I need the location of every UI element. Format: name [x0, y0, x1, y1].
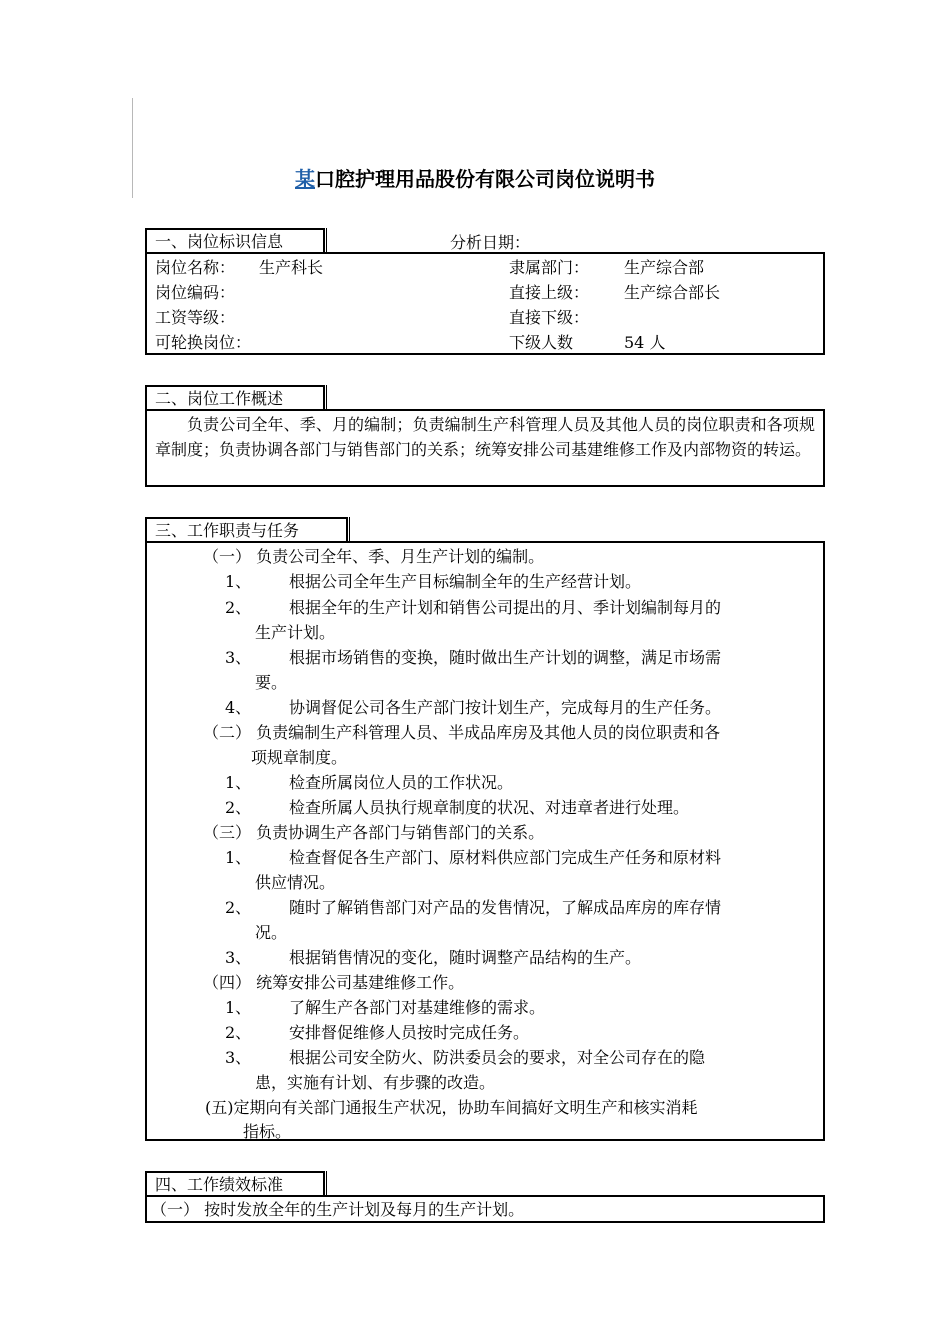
item-number: 2、	[225, 598, 252, 617]
title-rest: 口腔护理用品股份有限公司岗位说明书	[315, 167, 655, 191]
section1-tab-label: 一、岗位标识信息	[155, 232, 284, 251]
item-text: 检查督促各生产部门、原材料供应部门完成生产任务和原材料	[289, 848, 722, 867]
info-row	[155, 306, 235, 330]
field-value: 生产综合部长	[624, 283, 721, 302]
item-text-cont: 要。	[255, 673, 288, 692]
item-text: 检查所属岗位人员的工作状况。	[289, 773, 514, 792]
section3-tab-label: 三、工作职责与任务	[155, 521, 300, 540]
document-title	[0, 163, 950, 192]
section2-tab	[145, 385, 325, 409]
item-text: 了解生产各部门对基建维修的需求。	[289, 998, 546, 1017]
info-row	[509, 281, 721, 305]
item-text-cont: 供应情况。	[255, 873, 336, 892]
info-row	[155, 331, 251, 355]
section2-box	[145, 409, 825, 487]
section1-tab	[145, 228, 325, 252]
field-label: 直接上级：	[509, 283, 590, 302]
item-number: 2、	[225, 898, 252, 917]
field-label: 下级人数	[509, 333, 574, 352]
title-highlight: 某	[295, 167, 315, 191]
field-label: 可轮换岗位：	[155, 333, 252, 352]
duty-heading: （二） 负责编制生产科管理人员、半成品库房及其他人员的岗位职责和各	[203, 723, 721, 742]
item-number: 3、	[225, 948, 252, 967]
item-number: 2、	[225, 1023, 252, 1042]
info-row	[155, 281, 235, 305]
info-row	[155, 256, 324, 280]
info-row	[509, 256, 705, 280]
item-number: 1、	[225, 572, 252, 591]
field-value: 54 人	[624, 333, 666, 352]
field-label: 直接下级：	[509, 308, 590, 327]
section3-tab	[145, 517, 348, 541]
duty-heading: (五)定期向有关部门通报生产状况，协助车间搞好文明生产和核实消耗	[205, 1098, 698, 1117]
section4-tab	[145, 1171, 325, 1195]
item-text: 根据销售情况的变化，随时调整产品结构的生产。	[289, 948, 642, 967]
item-text-cont: 生产计划。	[255, 623, 336, 642]
item-number: 3、	[225, 1048, 252, 1067]
section3-box	[145, 541, 825, 1141]
item-text: 根据公司安全防火、防洪委员会的要求，对全公司存在的隐	[289, 1048, 706, 1067]
item-number: 1、	[225, 848, 252, 867]
item-text: 协调督促公司各生产部门按计划生产，完成每月的生产任务。	[289, 698, 722, 717]
field-value: 生产综合部	[624, 258, 705, 277]
duty-heading: （三） 负责协调生产各部门与销售部门的关系。	[203, 823, 545, 842]
info-row	[509, 306, 589, 330]
section1-box	[145, 252, 825, 355]
field-label: 岗位编码：	[155, 283, 236, 302]
section4-box	[145, 1195, 825, 1223]
item-number: 2、	[225, 798, 252, 817]
field-label: 隶属部门：	[509, 258, 590, 277]
item-text: 随时了解销售部门对产品的发售情况，了解成品库房的库存情	[289, 898, 722, 917]
item-number: 1、	[225, 998, 252, 1017]
item-text-cont: 况。	[255, 923, 288, 942]
info-row	[509, 331, 666, 355]
analysis-date-label: 分析日期：	[450, 233, 531, 252]
field-label: 工资等级：	[155, 308, 236, 327]
item-number: 3、	[225, 648, 252, 667]
duty-heading-cont: 项规章制度。	[251, 748, 348, 767]
item-text: 安排督促维修人员按时完成任务。	[289, 1023, 530, 1042]
overview-text: 负责公司全年、季、月的编制；负责编制生产科管理人员及其他人员的岗位职责和各项规章制度；负责协调各部门与销售部门的关系；统筹安排公司基建维修工作及内部物资的转运。	[155, 415, 815, 459]
duty-heading: （四） 统筹安排公司基建维修工作。	[203, 973, 465, 992]
duty-heading: （一） 负责公司全年、季、月生产计划的编制。	[203, 547, 545, 566]
standard-item: （一） 按时发放全年的生产计划及每月的生产计划。	[151, 1200, 525, 1219]
item-number: 4、	[225, 698, 252, 717]
item-text-cont: 患，实施有计划、有步骤的改造。	[255, 1073, 496, 1092]
duty-heading-cont: 指标。	[243, 1122, 292, 1141]
item-text: 根据市场销售的变换，随时做出生产计划的调整，满足市场需	[289, 648, 722, 667]
section4-tab-label: 四、工作绩效标准	[155, 1175, 284, 1194]
item-number: 1、	[225, 773, 252, 792]
item-text: 根据公司全年生产目标编制全年的生产经营计划。	[289, 572, 642, 591]
item-text: 根据全年的生产计划和销售公司提出的月、季计划编制每月的	[289, 598, 722, 617]
field-label: 岗位名称：	[155, 258, 236, 277]
item-text: 检查所属人员执行规章制度的状况、对违章者进行处理。	[289, 798, 690, 817]
field-value: 生产科长	[259, 258, 324, 277]
section2-tab-label: 二、岗位工作概述	[155, 389, 284, 408]
